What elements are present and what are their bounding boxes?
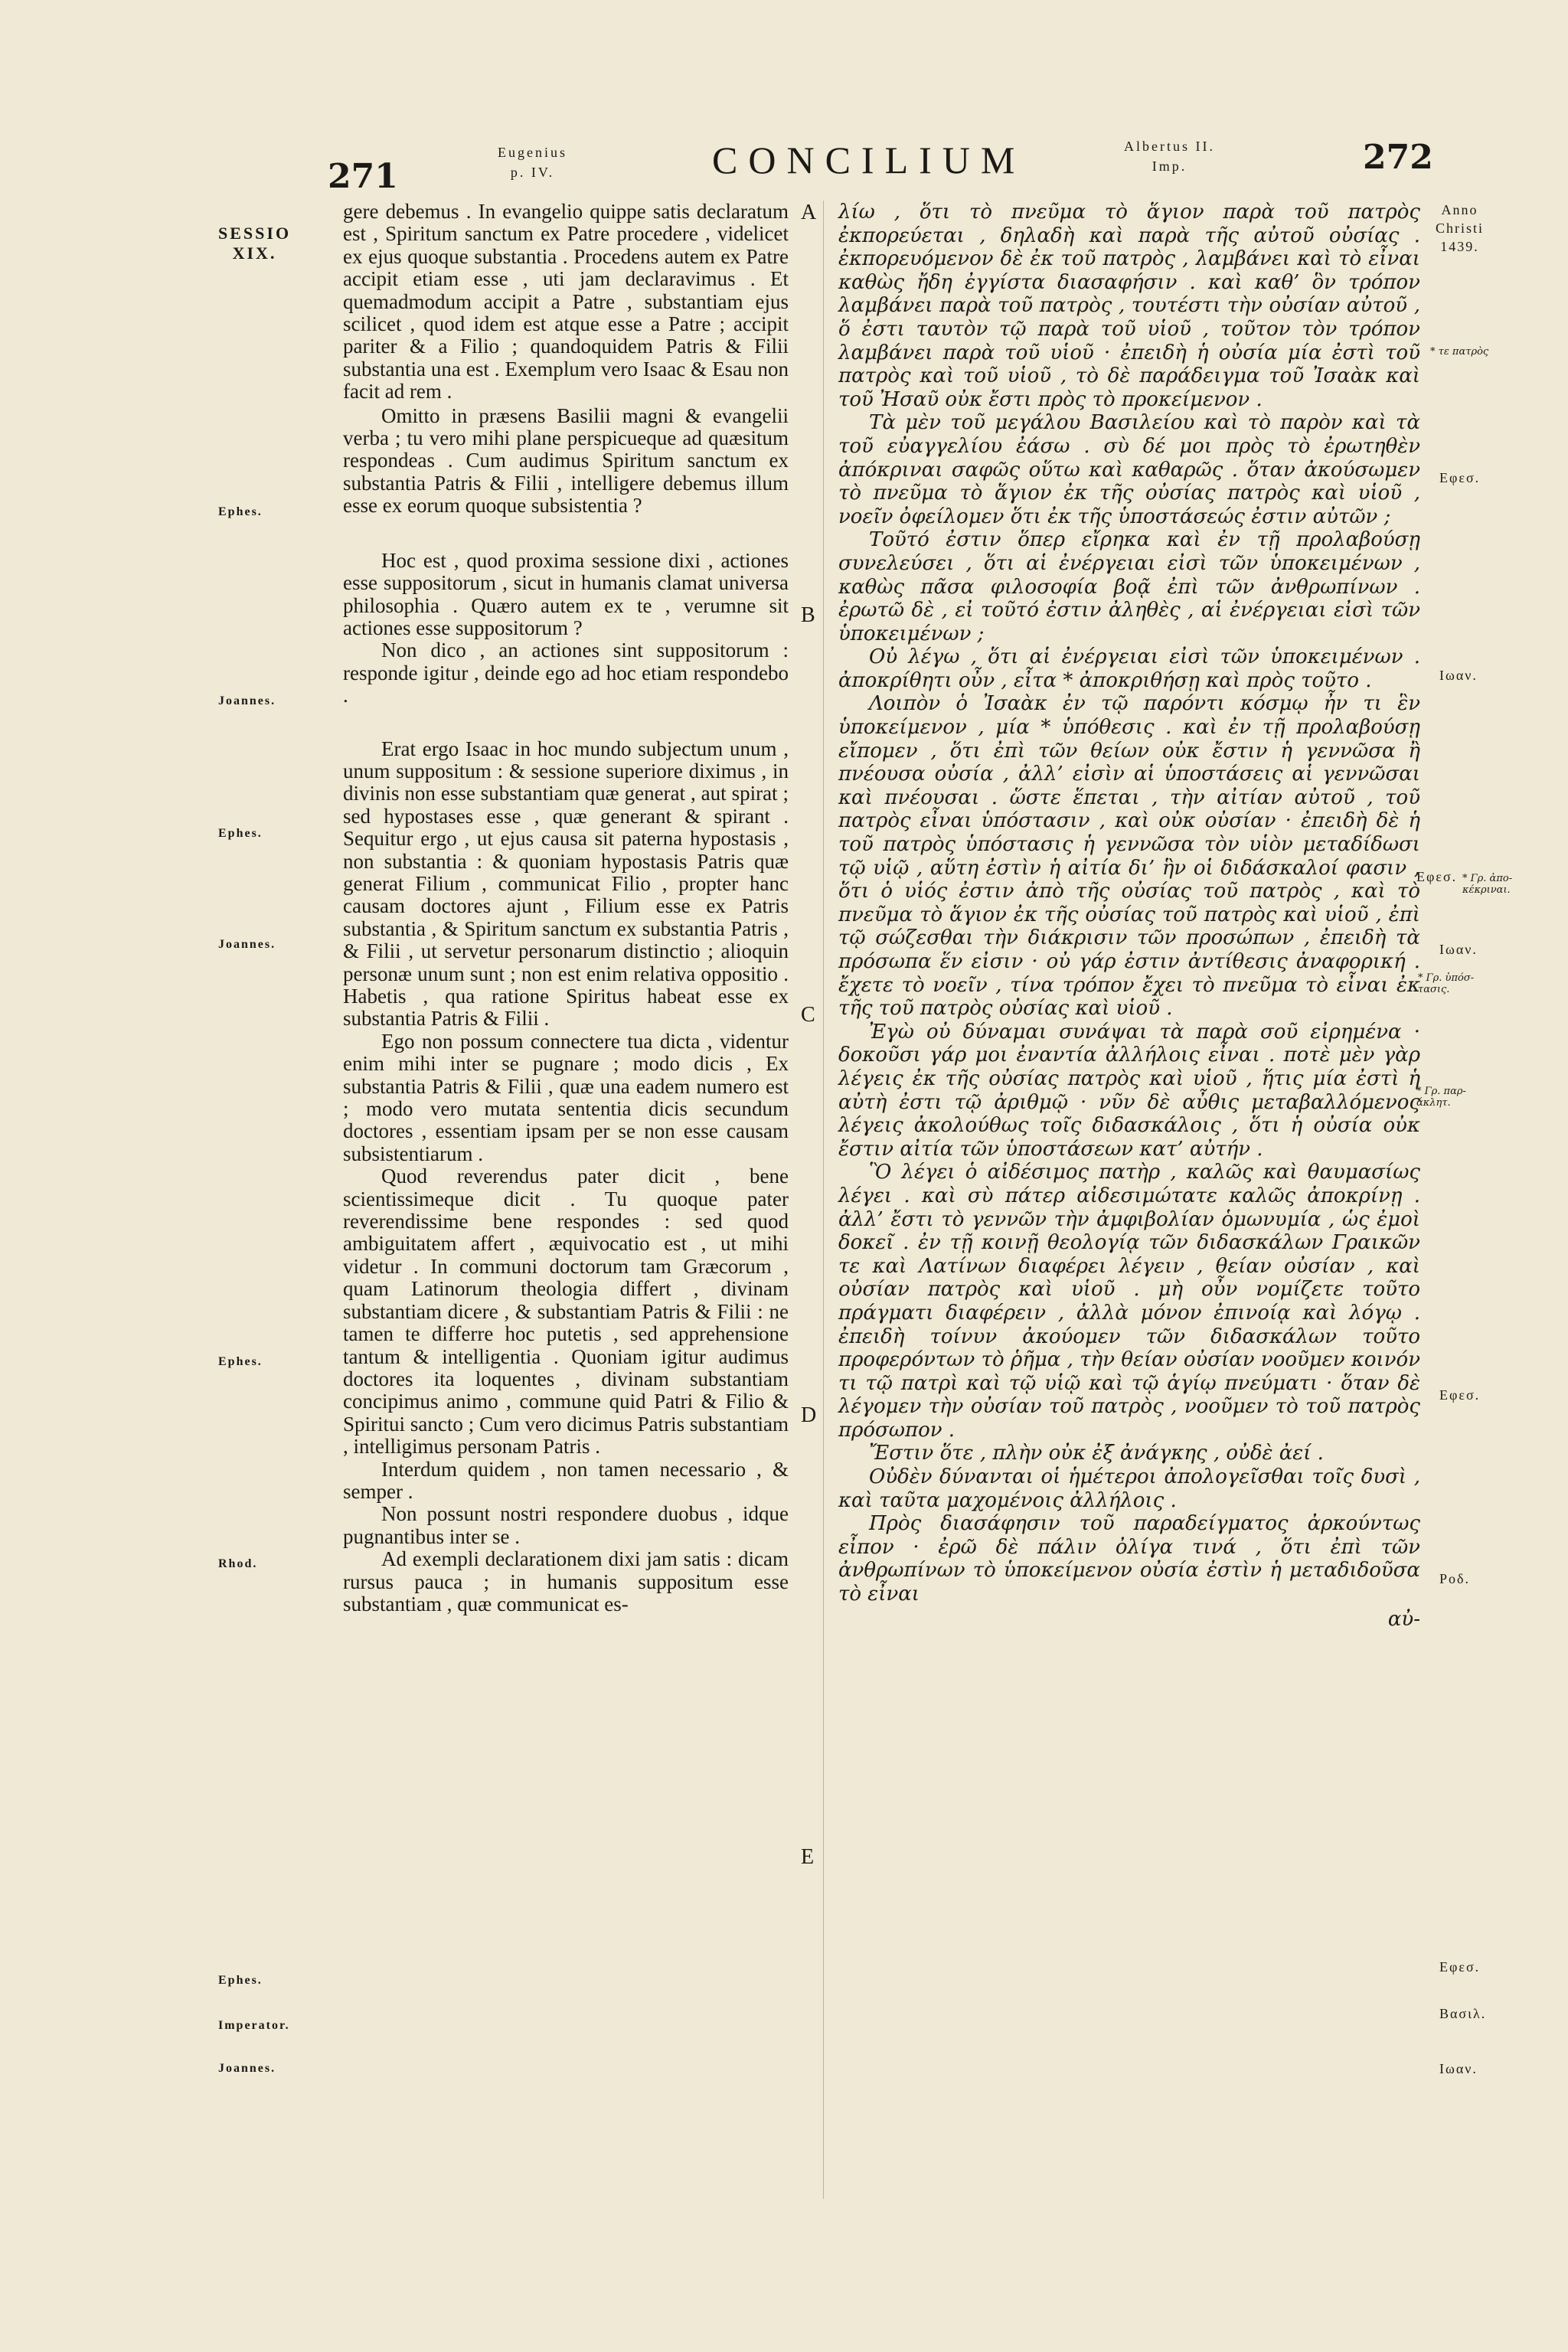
- margin-variant-note: * Γρ. παρ- άκλητ.: [1416, 1086, 1466, 1109]
- greek-paragraph: Τὰ μὲν τοῦ μεγάλου Βασιλείου καὶ τὸ παρὸν καὶ τὰ τοῦ εὐαγγελίου ἐάσω . σὺ δέ μοι πρὸς τὸ ἐρωτηθὲν ἀπόκριναι σαφῶς οὕτω καὶ καθαρῶς . ὅταν ἀκούσωμεν τὸ πνεῦμα τὸ ἅγιον ἐκ τῆς οὐσίας πατρὸς καὶ υἱοῦ , νοεῖν ὀφείλομεν ὅτι ἐκ τῆς ὑποστάσεώς ἐστιν αὐτῶν ;: [838, 411, 1420, 528]
- page-number-right: 272: [1363, 138, 1433, 177]
- section-letter: D: [801, 1403, 817, 1427]
- greek-paragraph: Λοιπὸν ὁ Ἰσαὰκ ἐν τῷ παρόντι κόσμῳ ἦν τι ἓν ὑποκείμενον , μία * ὑπόθεσις . καὶ ἐν τῇ προλαβούσῃ εἴπομεν , ὅτι ἐπὶ τῶν θείων οὐκ ἔστιν ἡ γεννῶσα ἢ πνέουσα οὐσία , ἀλλ’ εἰσὶν αἱ ὑποστάσεις αἱ γεννῶσαι καὶ πνέουσαι . ὥστε ἕπεται , τὴν αἰτίαν αὐτοῦ , τοῦ πατρὸς εἶναι ὑπόστασιν , καὶ οὐκ οὐσίαν · ἐπειδὴ δὲ ἡ τοῦ πατρὸς ὑπόστασις ἡ γεννῶσα τὸν υἱὸν μεταδίδωσι τῷ υἱῷ , αὕτη ἐστὶν ἡ αἰτία δι’ ἣν οἱ διδάσκαλοί φασιν , ὅτι ὁ υἱός ἐστιν ἀπὸ τῆς οὐσίας τοῦ πατρὸς , καὶ τὸ πνεῦμα τὸ ἅγιον ἐκ τῆς οὐσίας τοῦ πατρὸς καὶ υἱοῦ , ἐπὶ τῷ σώζεσθαι τὴν διάκρισιν τῶν προσώπων , ἐπειδὴ τὰ πρόσωπα ἕν εἰσιν · οὐ γάρ ἐστιν ἀντίθεσις ἀναφορική . ἔχετε τὸ νοεῖν , τίνα τρόπον ἔχει τὸ πνεῦμα τὸ εἶναι ἐκ τῆς τοῦ πατρὸς οὐσίας καὶ υἱοῦ .: [838, 692, 1420, 1021]
- greek-paragraph: Τοῦτό ἐστιν ὅπερ εἴρηκα καὶ ἐν τῇ προλαβούσῃ συνελεύσει , ὅτι αἱ ἐνέργειαι εἰσὶ τῶν ὑποκειμένων , καθὼς πᾶσα φιλοσοφία βοᾷ ἐπὶ τῶν ἀνθρωπίνων . ἐρωτῶ δὲ , εἰ τοῦτό ἐστιν ἀληθὲς , αἱ ἐνέργειαι εἰσὶ τῶν ὑποκειμένων ;: [838, 528, 1420, 645]
- speaker-margin: Ροδ.: [1439, 1571, 1470, 1586]
- greek-paragraph: Οὐ λέγω , ὅτι αἱ ἐνέργειαι εἰσὶ τῶν ὑποκειμένων . ἀποκρίθητι οὖν , εἶτα * ἀποκριθήσῃ καὶ πρὸς τοῦτο .: [838, 645, 1420, 692]
- latin-paragraph: Interdum quidem , non tamen necessario , & semper .: [343, 1457, 789, 1503]
- speaker-label: Imperator.: [218, 2019, 290, 2032]
- speaker-margin: Εφεσ.: [1439, 1959, 1481, 1975]
- margin-variant-note: * Γρ. ὑπόσ- τασις.: [1418, 972, 1475, 995]
- latin-paragraph: Non dico , an actiones sint suppositorum : responde igitur , deinde ego ad hoc etiam respondebo .: [343, 639, 789, 707]
- speaker-label: Ephes.: [218, 827, 263, 840]
- page-header: [0, 115, 1568, 207]
- latin-paragraph: Erat ergo Isaac in hoc mundo subjectum unum , unum suppositum : & sessione superiore diximus , in divinis non esse substantiam quæ generat , aut spirat ; sed hypostases esse , quæ generant & spirant . Sequitur ergo , ut ejus causa sit paterna hypostasis , non substantia : & quoniam hypostasis Patris quæ generat Filium , communicat Filio , propter hanc causam doctores ajunt , Filium esse ex Patris substantia , & Spiritum sanctum ex substantia Patris , & Filii , ut servetur personarum distinctio ; alioquin personæ unum sunt ; non est enim relativa oppositio . Habetis , qua ratione Spiritus habeat esse ex substantia Patris & Filii .: [343, 737, 789, 1031]
- margin-variant-note: * Γρ. ἀπο- κέκριναι.: [1462, 873, 1513, 896]
- latin-paragraph: Non possunt nostri respondere duobus , idque pugnantibus inter se .: [343, 1502, 789, 1548]
- session-label: SESSIO XIX.: [218, 224, 292, 263]
- speaker-label: Joannes.: [218, 2062, 276, 2075]
- speaker-label: Joannes.: [218, 694, 276, 707]
- section-letter: A: [801, 201, 817, 224]
- greek-paragraph: Ἔστιν ὅτε , πλὴν οὐκ ἐξ ἀνάγκης , οὐδὲ ἀεί .: [869, 1442, 1324, 1465]
- speaker-label: Rhod.: [218, 1557, 258, 1570]
- greek-column: [838, 201, 1420, 1631]
- speaker-margin: Εφεσ.: [1416, 869, 1458, 884]
- greek-paragraph: Οὐδὲν δύνανται οἱ ἡμέτεροι ἀπολογεῖσθαι τοῖς δυσὶ , καὶ ταῦτα μαχομένοις ἀλλήλοις .: [838, 1465, 1420, 1512]
- speaker-margin: Ιωαν.: [1439, 2061, 1478, 2076]
- anno-christi: Anno Christi 1439.: [1436, 202, 1485, 254]
- section-letter: E: [801, 1845, 815, 1869]
- speaker-margin: Ιωαν.: [1439, 942, 1478, 957]
- latin-paragraph: Hoc est , quod proxima sessione dixi , actiones esse suppositorum , sicut in humanis clamat universa philosophia . Quæro autem ex te , verumne sit actiones esse suppositorum ?: [343, 548, 789, 639]
- latin-column: [343, 201, 789, 1615]
- greek-paragraph: Πρὸς διασάφησιν τοῦ παραδείγματος ἀρκούντως εἶπον · ἐρῶ δὲ πάλιν ὀλίγα τινά , ὅτι ἐπὶ τῶν ἀνθρωπίνων τὸ ὑποκείμενον οὐσία ἐστὶν ἡ μεταδιδοῦσα τὸ εἶναι: [838, 1512, 1420, 1606]
- speaker-margin: Εφεσ.: [1439, 1387, 1481, 1403]
- greek-paragraph: λίω , ὅτι τὸ πνεῦμα τὸ ἅγιον παρὰ τοῦ πατρὸς ἐκπορεύεται , δηλαδὴ καὶ παρὰ τῆς αὐτοῦ οὐσίας . ἐκπορευόμενον δὲ ἐκ τοῦ πατρὸς , λαμβάνει καὶ τὸ εἶναι καθὼς ἤδη ἐγγίστα διασαφήσιν . καὶ καθ’ ὃν τρόπον λαμβάνει παρὰ τοῦ πατρὸς , τουτέστι τὴν οὐσίαν αὐτοῦ , ὅ ἐστι ταυτὸν τῷ παρὰ τοῦ υἱοῦ , τοῦτον τὸν τρόπον λαμβάνει παρὰ τοῦ υἱοῦ · ἐπειδὴ ἡ οὐσία μία ἐστὶ τοῦ πατρὸς καὶ τοῦ υἱοῦ , τὸ δὲ παράδειγμα τοῦ Ἰσαὰκ καὶ τοῦ Ἠσαῦ οὐκ ἔστι πρὸς τὸ προκείμενον .: [838, 201, 1420, 411]
- latin-paragraph: Omitto in præsens Basilii magni & evangelii verba ; tu vero mihi plane perspicueque ad quæsitum respondeas . Cum audimus Spiritum sanctum ex substantia Patris & Filii , intelligere debemus illum esse ex eorum quoque subsistentia ?: [343, 403, 789, 518]
- speaker-margin: Εφεσ.: [1439, 470, 1481, 485]
- latin-paragraph: Ad exempli declarationem dixi jam satis : dicam rursus pauca ; in humanis suppositum esse substantiam , quæ communicat es-: [343, 1547, 789, 1615]
- page-number-left: 271: [328, 157, 398, 196]
- speaker-label: Joannes.: [218, 938, 276, 951]
- margin-variant-note: * τε πατρὸς: [1430, 346, 1489, 358]
- section-letter: B: [801, 603, 815, 627]
- running-head-right: Albertus II. Imp.: [1124, 139, 1215, 174]
- section-letter: C: [801, 1003, 815, 1027]
- speaker-label: Ephes.: [218, 1355, 263, 1368]
- latin-paragraph: gere debemus . In evangelio quippe satis declaratum est , Spiritum sanctum ex Patre procedere , videlicet ex ejus quoque substantia . Procedens autem ex Patre accipit etiam esse , uti jam declaravimus . Et quemadmodum accipit a Patre , substantiam ejus scilicet , quod idem est atque esse a Patre ; accipit pariter & a Filio ; quandoquidem Patris & Filii substantia una est . Exemplum vero Isaac & Esau non facit ad rem .: [343, 200, 789, 403]
- running-title: CONCILIUM: [712, 139, 1026, 181]
- catchword: αὐ-: [1387, 1607, 1420, 1631]
- latin-paragraph: Ego non possum connectere tua dicta , videntur enim mihi inter se pugnare ; modo dicis , Ex substantia Patris & Filii , quæ una eadem numero est ; modo vero mutata sententia dicis secundum doctores , essentiam ipsam per se non esse causam subsistentiarum .: [343, 1029, 789, 1165]
- speaker-label: Ephes.: [218, 505, 263, 518]
- speaker-label: Ephes.: [218, 1974, 263, 1987]
- latin-paragraph: Quod reverendus pater dicit , bene scientissimeque dicit . Tu quoque pater reverendissime bene respondes : sed quod ambiguitatem affert , æquivocatio est , ut mihi videtur . In communi doctorum tam Græcorum , quam Latinorum theologia differt , divinam substantiam dicere , & substantiam Patris & Filii : ne tamen te differre hoc putetis , sed apprehensione tantum & intelligentia . Quoniam igitur audimus doctores ita loquentes , divinam substantiam concipimus animo , commune quid Patri & Filio & Spiritui sancto ; Cum vero dicimus Patris substantiam , intelligimus personam Patris .: [343, 1165, 789, 1459]
- speaker-margin: Βασιλ.: [1439, 2006, 1487, 2021]
- running-head-left: Eugenius p. IV.: [498, 145, 567, 180]
- column-divider: [823, 201, 824, 2199]
- greek-paragraph: Ὃ λέγει ὁ αἰδέσιμος πατὴρ , καλῶς καὶ θαυμασίως λέγει . καὶ σὺ πάτερ αἰδεσιμώτατε καλῶς ἀποκρίνῃ . ἀλλ’ ἔστι τὸ γεννῶν τὴν ἀμφιβολίαν ὁμωνυμία , ὡς ἐμοὶ δοκεῖ . ἐν τῇ κοινῇ θεολογίᾳ τῶν διδασκάλων Γραικῶν τε καὶ Λατίνων διαφέρει λέγειν , θείαν οὐσίαν , καὶ οὐσίαν πατρὸς καὶ υἱοῦ . μὴ οὖν νομίζετε τοῦτο πράγματι διαφέρειν , ἀλλὰ μόνον ἐπινοίᾳ καὶ λόγῳ . ἐπειδὴ τοίνυν ἀκούομεν τῶν διδασκάλων τοῦτο προφερόντων τὸ ῥῆμα , τὴν θείαν οὐσίαν νοοῦμεν κοινόν τι τῷ πατρὶ καὶ τῷ υἱῷ καὶ τῷ ἁγίῳ πνεύματι · ὅταν δὲ λέγομεν τὴν οὐσίαν τοῦ πατρὸς , νοοῦμεν τὸ τοῦ πατρὸς πρόσωπον .: [838, 1161, 1420, 1442]
- greek-paragraph: Ἐγὼ οὐ δύναμαι συνάψαι τὰ παρὰ σοῦ εἰρημένα · δοκοῦσι γάρ μοι ἐναντία ἀλλήλοις εἶναι . ποτὲ μὲν γὰρ λέγεις ἐκ τῆς οὐσίας πατρὸς καὶ υἱοῦ , ἥτις μία ἐστὶ ἡ αὐτὴ ἐστι τῷ ἀριθμῷ · νῦν δὲ αὖθις μεταβαλλόμενος λέγεις ἀκολούθως τοῖς διδασκάλοις , ὅτι ἡ οὐσία οὐκ ἔστιν αἰτία τῶν ὑποστάσεων κατ’ αὐτήν .: [838, 1020, 1420, 1161]
- speaker-margin: Ιωαν.: [1439, 668, 1478, 683]
